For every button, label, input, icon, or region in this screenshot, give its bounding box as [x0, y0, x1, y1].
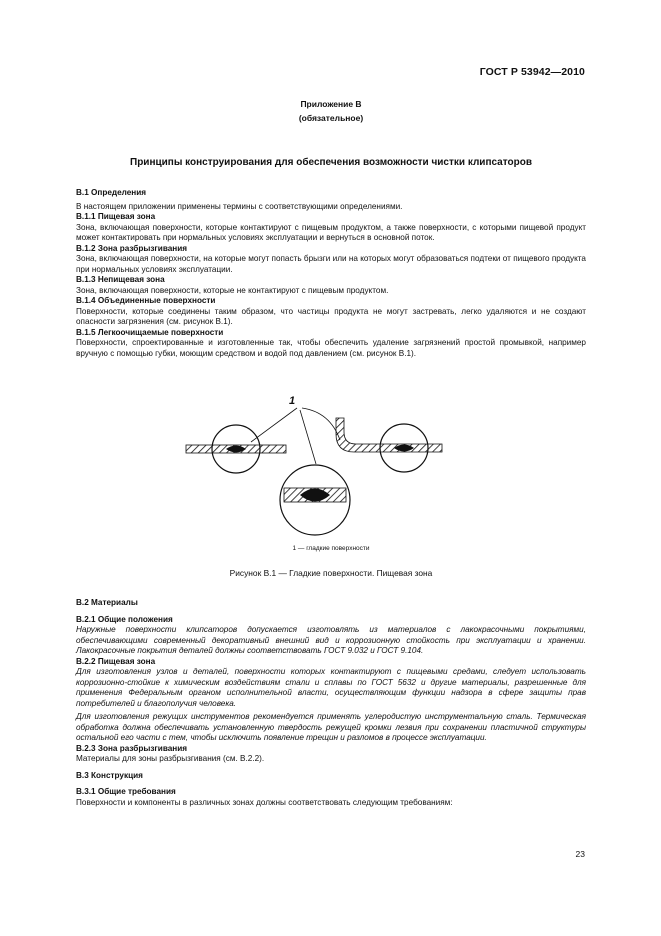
section-heading: В.2 Материалы: [76, 598, 138, 607]
subsection-heading: В.2.3 Зона разбрызгивания: [76, 743, 188, 753]
subsection-heading: В.1.3 Непищевая зона: [76, 275, 165, 284]
paragraph: Поверхности, спроектированные и изготовленные так, чтобы обеспечить удаление загрязнений простой промывкой, например вручную с помощью губки, моющим средством и водой под давлением (см. рисунок В.1).: [76, 338, 586, 358]
paragraph: Поверхности, которые соединены таким образом, что частицы продукта не могут застревать, легко удаляются и не создают опасности загрязнения (см. рисунок В.1).: [76, 306, 586, 326]
paragraph: Зона, включающая поверхности, которые контактируют с пищевым продуктом, а также поверхности, с которыми пищевой продукт может контактировать при нормальных условиях эксплуатации и вернуться в основной поток.: [76, 222, 586, 242]
leader-lines: [251, 408, 340, 464]
figure-caption: Рисунок В.1 — Гладкие поверхности. Пищевая зона: [229, 568, 433, 578]
subsection-heading: В.1.2 Зона разбрызгивания: [76, 243, 188, 253]
subsection-heading: В.1.1 Пищевая зона: [76, 212, 156, 221]
right-bent-weld-plate: [336, 418, 442, 472]
paragraph: Наружные поверхности клипсаторов допускается изготовлять из материалов с лакокрасочными покрытиями, обеспечивающими современный декоративный внешний вид и коррозионную стойкость при эксплуатации и хранении. Лакокрасочные покрытия деталей должны соответствовать ГОСТ 9.032 и ГОСТ 9.104.: [76, 625, 586, 655]
paragraph: Материалы для зоны разбрызгивания (см. В.2.2).: [76, 754, 265, 763]
document-title: Принципы конструирования для обеспечения возможности чистки клипсаторов: [130, 157, 532, 168]
paragraph: Зона, включающая поверхности, которые не контактируют с пищевым продуктом.: [76, 285, 389, 295]
paragraph: В настоящем приложении применены термины с соответствующими определениями.: [76, 201, 403, 211]
subsection-heading: В.2.2 Пищевая зона: [76, 656, 156, 666]
section-heading: В.3 Конструкция: [76, 770, 143, 780]
paragraph: Для изготовления узлов и деталей, поверхности которых контактируют с пищевыми средами, следует использовать коррозионно-стойкие к химическим воздействиям стали и сплавы по ГОСТ 5632 и другие материалы, разрешенные для применения Федеральным органом исполнительной власти, осуществляющим функции надзора в сфере защиты прав потребителей и благополучия человека.: [76, 667, 586, 708]
paragraph: Зона, включающая поверхности, на которые могут попасть брызги или на которых могут образоваться подтеки от пищевого продукта при нормальных условиях эксплуатации.: [76, 254, 586, 274]
subsection-heading: В.1.5 Легкоочищаемые поверхности: [76, 327, 224, 337]
figure-callout-label: 1: [289, 395, 296, 407]
paragraph: Поверхности и компоненты в различных зонах должны соответствовать следующим требованиям:: [76, 797, 453, 807]
annex-title: Приложение В: [300, 99, 362, 109]
paragraph: Для изготовления режущих инструментов рекомендуется применять углеродистую инструментальную сталь. Термическая обработка должна обеспечивать установленную твердость режущей кромки лезвия при сохранении пластичной структуры остальной его части с тем, чтобы исключить появление трещин и разломов в процессе эксплуатации.: [76, 712, 586, 742]
left-weld-plate: [186, 425, 286, 473]
subsection-heading: В.3.1 Общие требования: [76, 787, 176, 796]
standard-number: ГОСТ Р 53942—2010: [479, 66, 585, 78]
subsection-heading: В.2.1 Общие положения: [76, 614, 173, 624]
figure-legend: 1 — гладкие поверхности: [292, 545, 370, 552]
section-materials: [76, 598, 586, 808]
subsection-heading: В.1.4 Объединенные поверхности: [76, 296, 216, 305]
section-heading: В.1 Определения: [76, 188, 147, 197]
annex-status: (обязательное): [298, 113, 364, 123]
magnified-weld-detail: [280, 465, 350, 535]
page-number: 23: [575, 849, 585, 859]
